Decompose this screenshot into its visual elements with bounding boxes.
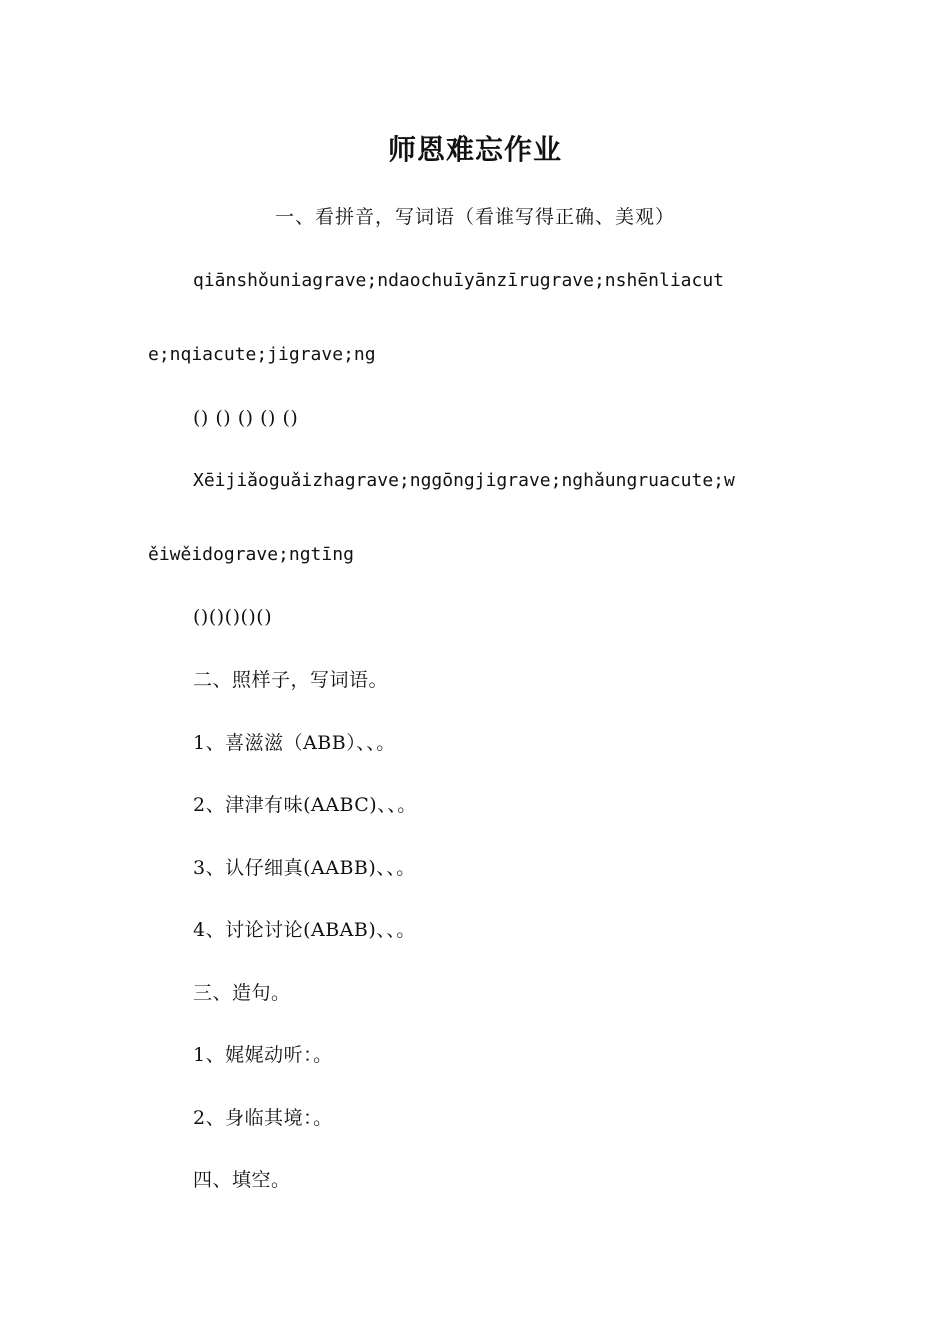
pinyin-line-1: qiānshǒuniagrave;ndaochuīyānzīrugrave;nshēnliacut: [193, 270, 725, 291]
section3-item: 2、身临其境：。: [193, 1107, 333, 1129]
section3-heading: 三、造句。: [193, 982, 291, 1004]
pinyin-line-2: Xēijiǎoguǎizhagrave;nggōngjigrave;nghǎungruacute;w: [193, 470, 735, 491]
pinyin-line-2-continued: ěiwěidograve;ngtīng: [148, 544, 354, 565]
answer-brackets-1: () () () () (): [193, 407, 299, 429]
document-title: 师恩难忘作业: [387, 133, 562, 166]
section2-item: 4、讨论讨论(ABAB)、、。: [193, 919, 416, 941]
section2-item: 2、津津有味(AABC)、、。: [193, 794, 417, 816]
section4-heading: 四、填空。: [193, 1169, 291, 1191]
section2-item: 3、认仔细真(AABB)、、。: [193, 857, 416, 879]
section3-item: 1、娓娓动听：。: [193, 1044, 333, 1066]
section2-heading: 二、照样子，写词语。: [193, 669, 389, 691]
section1-heading: 一、看拼音，写词语（看谁写得正确、美观）: [274, 206, 675, 228]
answer-brackets-2: ()()()()(): [193, 606, 273, 628]
pinyin-line-1-continued: e;nqiacute;jigrave;ng: [148, 344, 376, 365]
section2-item: 1、喜滋滋（ABB）、、。: [193, 732, 396, 754]
